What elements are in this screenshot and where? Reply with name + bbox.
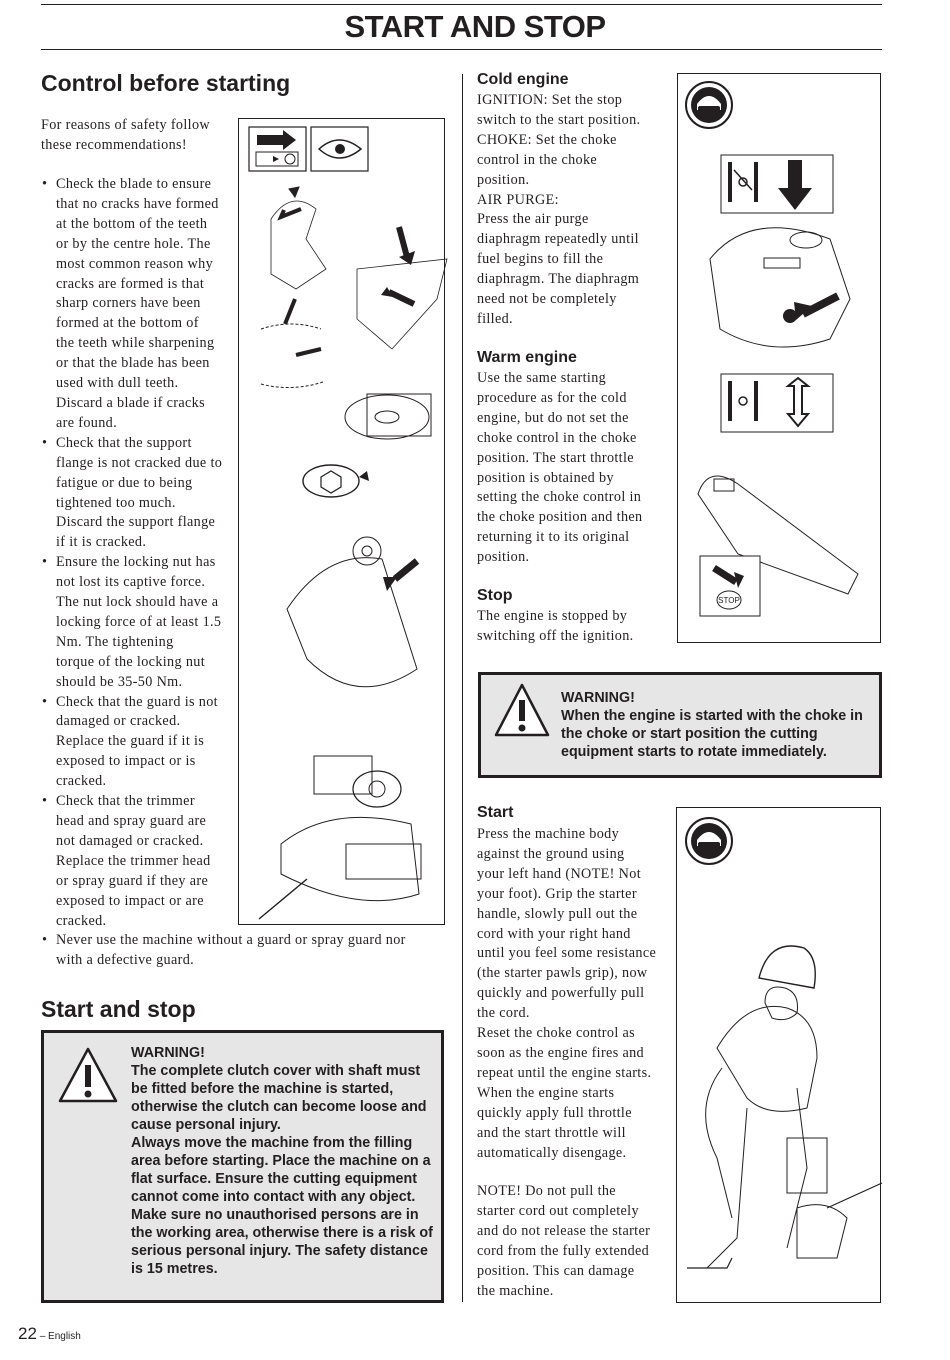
page-number: 22 <box>18 1324 37 1343</box>
start-note: NOTE! Do not pull the starter cord out completely and do not release the starter cord from the fully extended position. This can damage the machine. <box>477 1183 651 1299</box>
inspection-illustration <box>239 119 446 926</box>
bullet-blade: • Check the blade to ensure that no cracks have formed at the bottom of the teeth or by the centre hole. The most common reason why cracks are formed is that sharp corners have been formed at the bottom of the teeth while sharpening or that the blade has been used with dull teeth. Discard a blade if cracks are found. <box>41 175 251 434</box>
control-intro: For reasons of safety follow these recommendations! <box>41 117 210 153</box>
clutch-warning-text: The complete clutch cover with shaft must be fitted before the machine is started, otherwise the clutch can become loose and cause personal injury. Always move the machine from the filling area before starting. Place the machine on a flat surface. Ensure the cutting equipment cannot come into contact with any object. Make sure no unauthorised persons are in the working area, otherwise there is a risk of serious personal injury. The safety distance is 15 metres. <box>131 1063 433 1277</box>
choke-warning-text: When the engine is started with the choke in the choke or start position the cutting equipment starts to rotate immediately. <box>561 708 863 760</box>
start-text: Press the machine body against the ground using your left hand (NOTE! Not your foot). Grip the starter handle, slowly pull out the cord with your right hand until you feel some resistance (the starter pawls grip), now quickly and powerfully pull the cord. Reset the choke control as soon as the engine fires and repeat until the engine starts. When the engine starts quickly apply full throttle and the start throttle will automatically disengage. <box>477 826 657 1161</box>
bullet-never: • Never use the machine without a guard or spray guard nor with a defective guard. <box>41 931 451 971</box>
header-bottom-rule <box>41 49 882 50</box>
clutch-warning-box <box>41 1030 444 1303</box>
cold-engine-text: IGNITION: Set the stop switch to the start position. CHOKE: Set the choke control in the choke position. AIR PURGE: Press the air purge diaphragm repeatedly until fuel begins to fill the diaphragm. The diaphragm need not be completely filled. <box>477 92 641 327</box>
cold-engine-heading: Cold engine <box>477 71 569 88</box>
warning-triangle-icon <box>494 683 550 739</box>
stop-heading: Stop <box>477 587 513 604</box>
choke-warning-box <box>478 672 882 778</box>
control-last-bullet-list <box>41 931 451 971</box>
start-heading: Start <box>477 804 514 821</box>
engine-illustration-frame <box>677 73 881 643</box>
bullet-guard: • Check that the guard is not damaged or cracked. Replace the guard if it is exposed to impact or is cracked. <box>41 693 251 793</box>
clutch-warning-label: WARNING! <box>131 1045 205 1061</box>
stop-text: The engine is stopped by switching off the ignition. <box>477 608 634 644</box>
page-title: START AND STOP <box>344 9 606 44</box>
bullet-nut: • Ensure the locking nut has not lost its captive force. The nut lock should have a locking force of at least 1.5 Nm. The tightening torque of the locking nut should be 35-50 Nm. <box>41 553 251 692</box>
warm-engine-heading: Warm engine <box>477 349 577 366</box>
header-top-rule <box>41 4 882 5</box>
column-divider <box>462 74 463 1302</box>
warm-engine-text: Use the same starting procedure as for the cold engine, but do not set the choke control in the choke position. The start throttle position is obtained by setting the choke control in the choke position and then returning it to its original position. <box>477 370 643 566</box>
inspection-illustration-frame <box>238 118 445 925</box>
control-bullet-list <box>41 175 251 931</box>
start-illustration-frame <box>676 807 881 1303</box>
engine-illustration <box>678 74 882 644</box>
start-illustration <box>677 808 882 1304</box>
bullet-flange: • Check that the support flange is not cracked due to fatigue or due to being tightened too much. Discard the support flange if it is cracked. <box>41 434 251 553</box>
page-language: – English <box>36 1331 81 1342</box>
page-footer <box>18 1324 81 1344</box>
stop-icon-label: STOP <box>718 596 740 605</box>
choke-warning-label: WARNING! <box>561 690 635 706</box>
warning-triangle-icon <box>60 1047 120 1107</box>
control-heading: Control before starting <box>41 70 291 96</box>
bullet-trimmer: • Check that the trimmer head and spray guard are not damaged or cracked. Replace the trimmer head or spray guard if they are exposed to impact or are cracked. <box>41 792 251 931</box>
startstop-heading: Start and stop <box>41 996 196 1022</box>
